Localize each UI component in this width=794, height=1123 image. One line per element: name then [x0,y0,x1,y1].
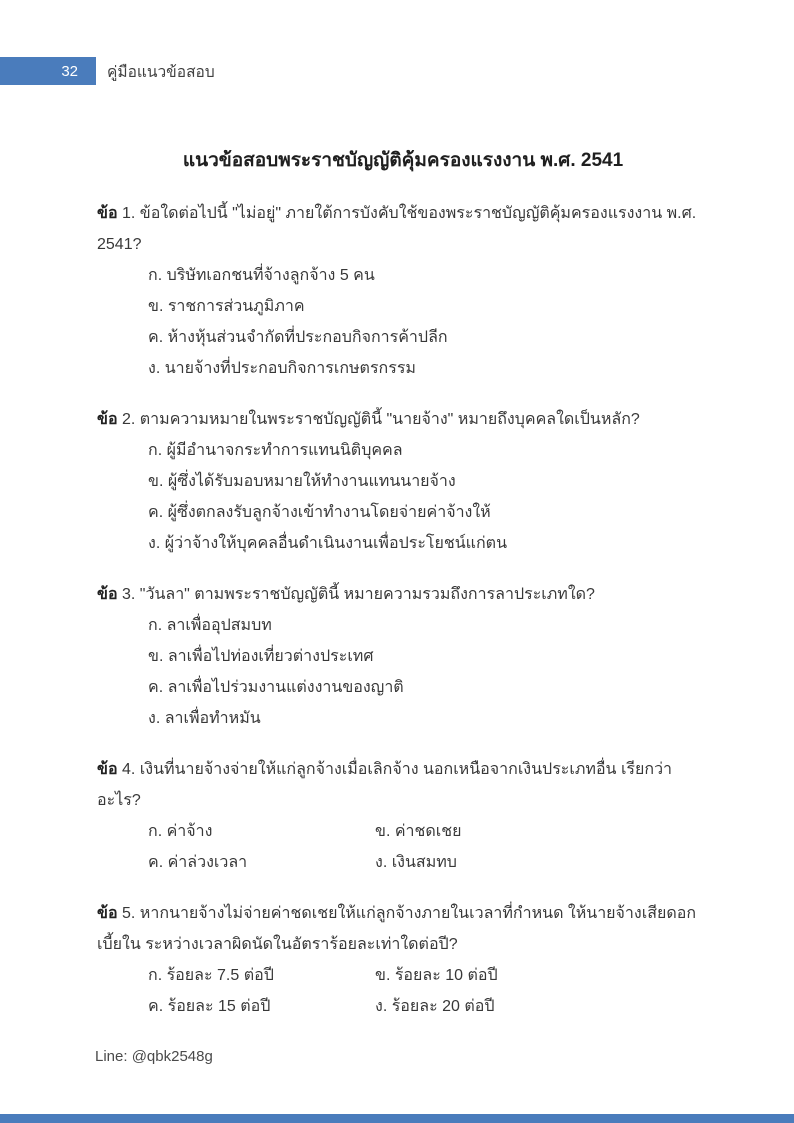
question-text: ข้อ 5. หากนายจ้างไม่จ่ายค่าชดเชยให้แก่ลูกจ้างภายในเวลาที่กำหนด ให้นายจ้างเสียดอกเบี้ยใน ระหว่างเวลาผิดนัดในอัตราร้อยละเท่าใดต่อปี? [97,905,697,953]
question-block-2 [97,404,709,559]
question-label: ข้อ [97,205,118,222]
choice-option: ง. นายจ้างที่ประกอบกิจการเกษตรกรรม [148,360,416,377]
question-block-1 [97,198,709,384]
page-header [0,57,215,85]
choice-option: ข. ลาเพื่อไปท่องเที่ยวต่างประเทศ [148,648,374,665]
question-text: ข้อ 4. เงินที่นายจ้างจ่ายให้แก่ลูกจ้างเมื่อเลิกจ้าง นอกเหนือจากเงินประเภทอื่น เรียกว่าอะไร? [97,761,673,809]
choice-option: ค. ลาเพื่อไปร่วมงานแต่งงานของญาติ [148,679,404,696]
question-label: ข้อ [97,761,118,778]
choice-option: ค. ค่าล่วงเวลา [148,854,248,871]
choice-option: ค. ร้อยละ 15 ต่อปี [148,998,271,1015]
question-label: ข้อ [97,586,118,603]
choice-option: ก. ลาเพื่ออุปสมบท [148,617,272,634]
question-text: ข้อ 2. ตามความหมายในพระราชบัญญัตินี้ "นายจ้าง" หมายถึงบุคคลใดเป็นหลัก? [97,411,640,428]
choice-option: ง. ผู้ว่าจ้างให้บุคคลอื่นดำเนินงานเพื่อประโยชน์แก่ตน [148,535,508,552]
choice-option: ก. บริษัทเอกชนที่จ้างลูกจ้าง 5 คน [148,267,375,284]
page-body [97,148,709,1042]
choice-option: ง. ร้อยละ 20 ต่อปี [375,998,495,1015]
page-number-box [0,57,96,85]
question-label: ข้อ [97,411,118,428]
question-block-5 [97,898,709,1022]
choice-option: ค. ห้างหุ้นส่วนจำกัดที่ประกอบกิจการค้าปลีก [148,329,448,346]
choice-option: ก. ร้อยละ 7.5 ต่อปี [148,967,274,984]
choice-list [97,610,709,734]
footer-accent-bar [0,1114,794,1123]
choice-option: ข. ร้อยละ 10 ต่อปี [375,967,498,984]
choice-option: ค. ผู้ซึ่งตกลงรับลูกจ้างเข้าทำงานโดยจ่ายค่าจ้างให้ [148,504,491,521]
choice-option: ง. ลาเพื่อทำหมัน [148,710,261,727]
question-list [97,198,709,1022]
choice-list [97,816,709,878]
choice-option: ข. ราชการส่วนภูมิภาค [148,298,305,315]
choice-list [97,260,709,384]
question-label: ข้อ [97,905,118,922]
choice-list [97,435,709,559]
choice-option: ข. ค่าชดเชย [375,823,462,840]
page-number: 32 [61,62,78,80]
question-block-4 [97,754,709,878]
choice-list [97,960,709,1022]
header-label: คู่มือแนวข้อสอบ [107,63,215,81]
choice-option: ก. ค่าจ้าง [148,823,213,840]
page-title: แนวข้อสอบพระราชบัญญัติคุ้มครองแรงงาน พ.ศ. 2541 [182,150,624,171]
choice-option: ง. เงินสมทบ [375,854,457,871]
choice-option: ก. ผู้มีอำนาจกระทำการแทนนิติบุคคล [148,442,403,459]
choice-option: ข. ผู้ซึ่งได้รับมอบหมายให้ทำงานแทนนายจ้าง [148,473,456,490]
question-block-3 [97,579,709,734]
question-text: ข้อ 3. "วันลา" ตามพระราชบัญญัตินี้ หมายความรวมถึงการลาประเภทใด? [97,586,595,603]
question-text: ข้อ 1. ข้อใดต่อไปนี้ "ไม่อยู่" ภายใต้การบังคับใช้ของพระราชบัญญัติคุ้มครองแรงงาน พ.ศ. 2541? [97,205,697,253]
footer-contact: Line: @qbk2548g [95,1048,213,1065]
